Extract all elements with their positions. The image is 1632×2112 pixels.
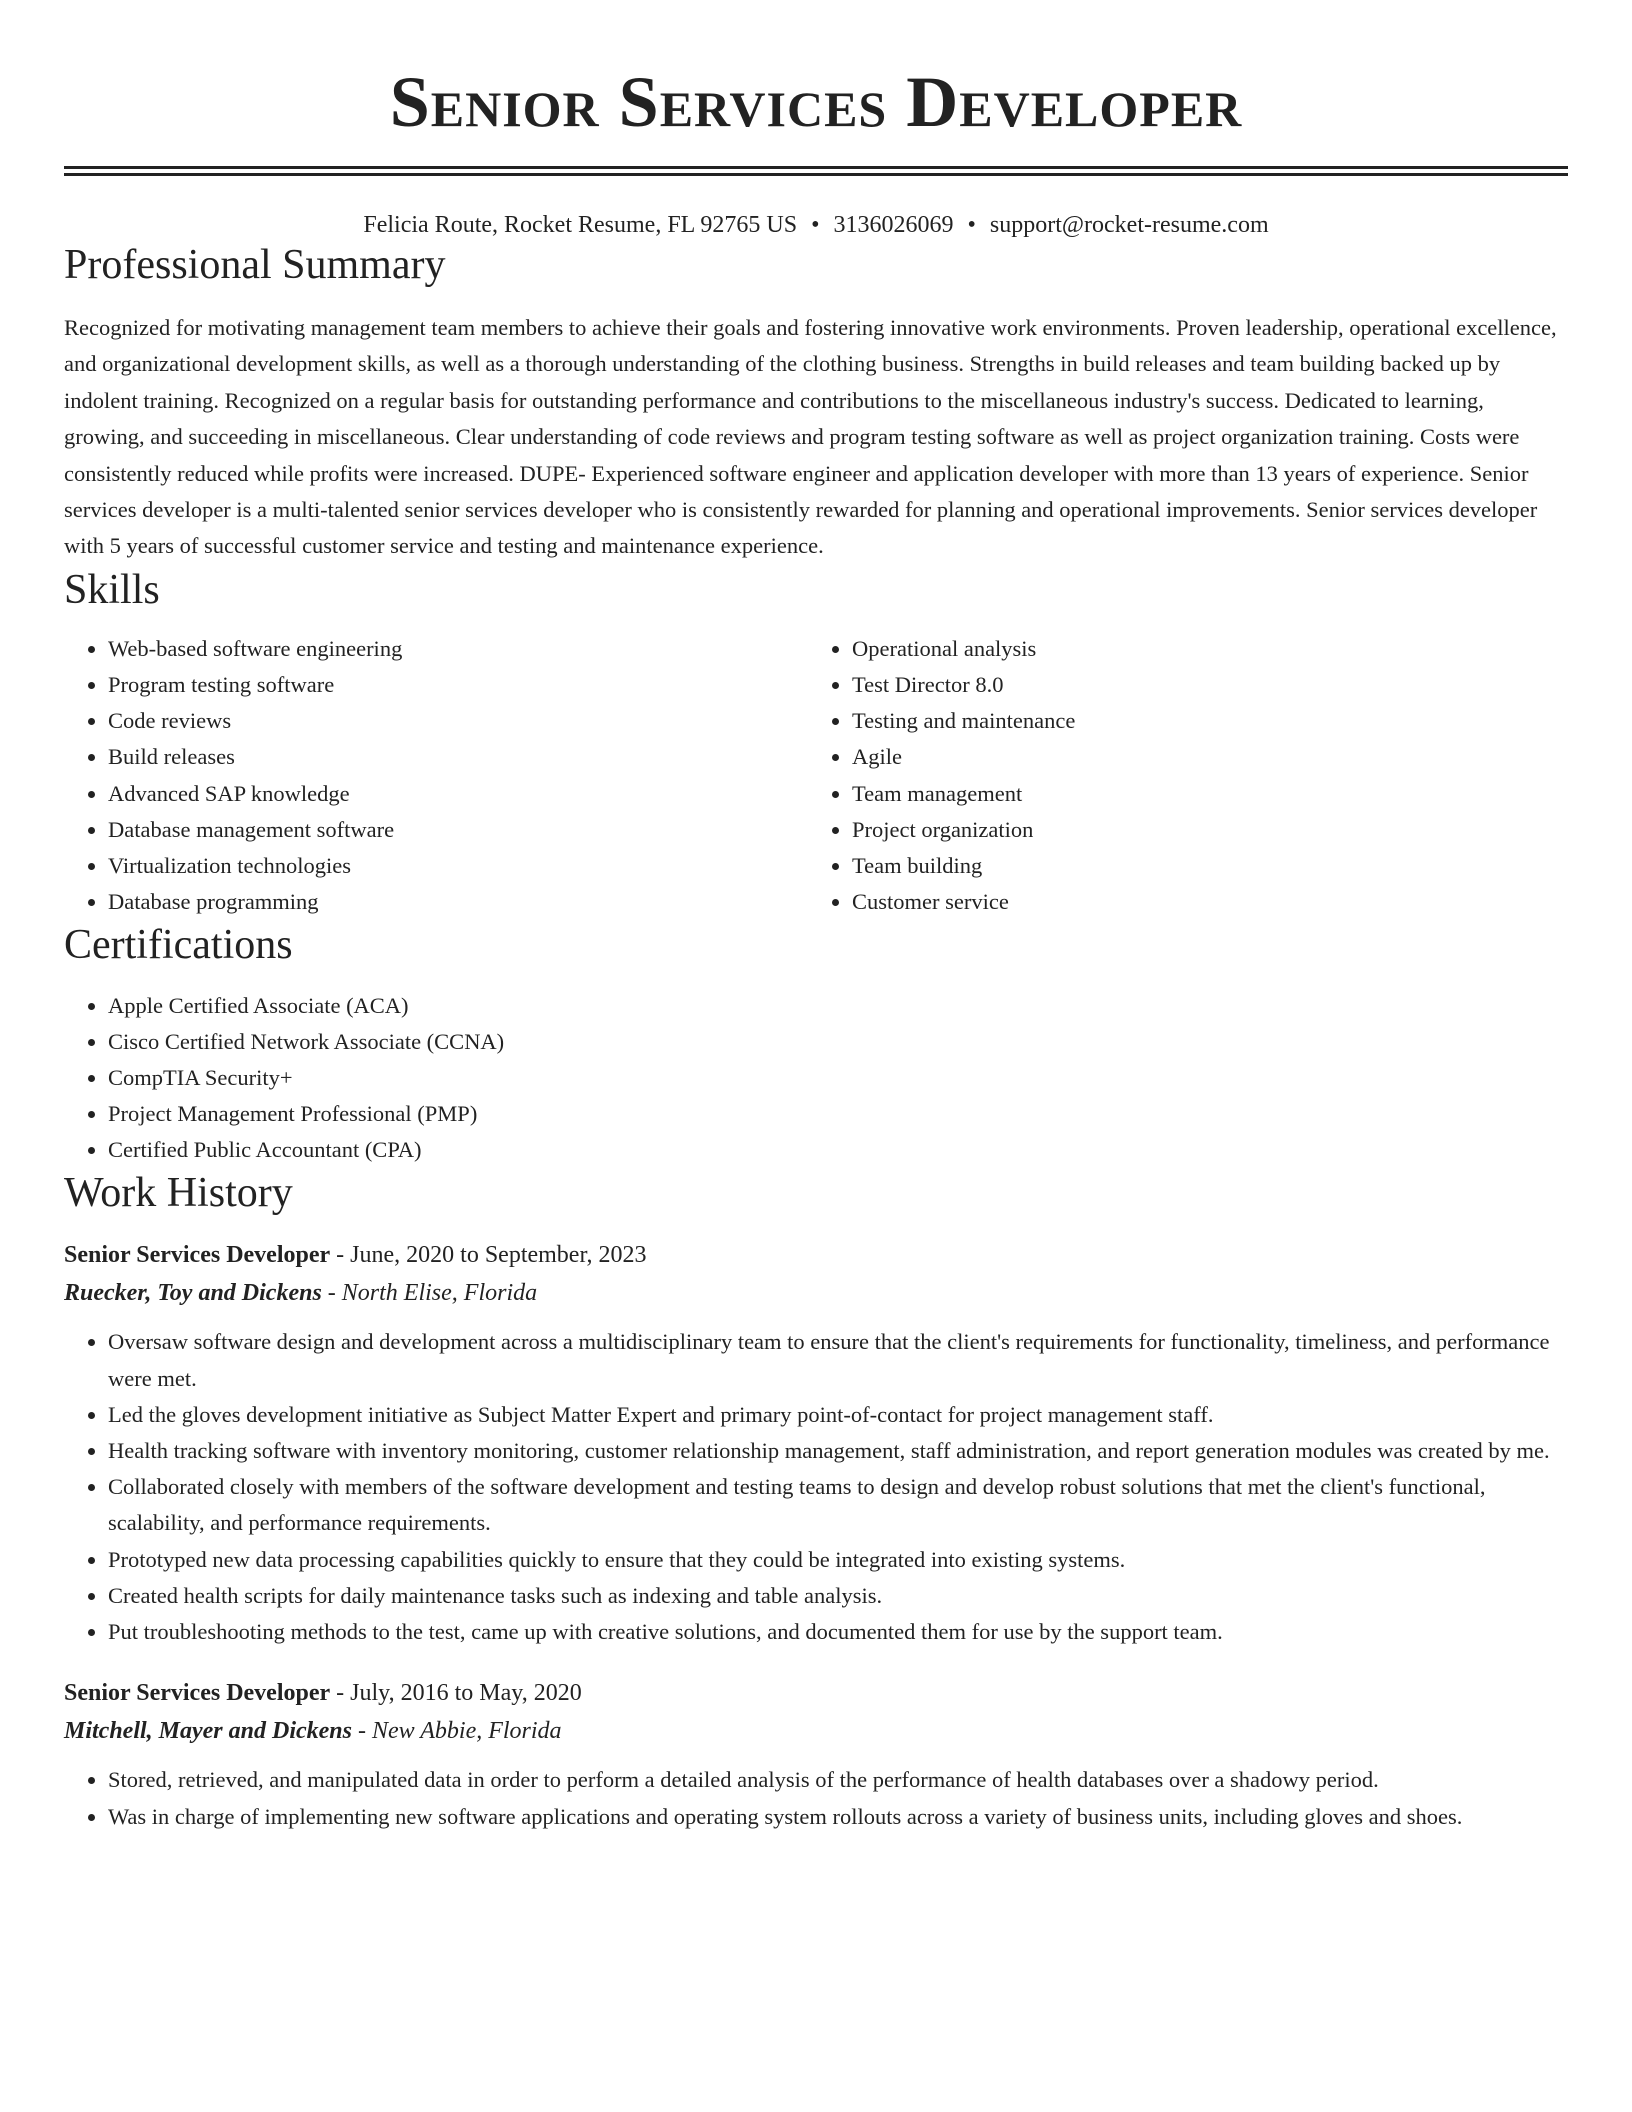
skills-heading: Skills [64,566,160,613]
certifications-heading: Certifications [64,922,293,969]
skill-item: • Testing and maintenance [852,703,1552,739]
summary-text: Recognized for motivating management team members to achieve their goals and fostering innovative work environments. Proven leadership, operational excellence, and organizational development skills, as well as a thorough understanding of the clothing business. Strengths in build releases and team building backed up by indolent training. Recognized on a regular basis for outstanding performance and contributions to the miscellaneous industry's success. Dedicated to learning, growing, and succeeding in miscellaneous. Clear understanding of code reviews and program testing software as well as project organization training. Costs were consistently reduced while profits were increased. DUPE- Experienced software engineer and application developer with more than 13 years of experience. Senior services developer is a multi-talented senior services developer who is consistently rewarded for planning and operational improvements. Senior services developer with 5 years of successful customer service and testing and maintenance experience. [64,315,1557,559]
job-role: Senior Services Developer [64,1680,331,1707]
job-bullet: • Created health scripts for daily maintenance tasks such as indexing and table analysis. [108,1578,1568,1614]
skill-item: • Customer service [852,884,1552,920]
work-history-heading: Work History [64,1170,293,1217]
skills-grid [64,631,1568,921]
job-bullet: • Stored, retrieved, and manipulated data in order to perform a detailed analysis of the performance of health databases over a shadowy period. [108,1762,1568,1798]
work-history-section [64,1168,1568,1834]
skill-item: • Team building [852,848,1552,884]
job-bullet: • Collaborated closely with members of the software development and testing teams to design and develop robust solutions that met the client's functional, scalability, and performance requirements. [108,1469,1568,1541]
job-title-line [64,1676,1568,1710]
skill-item: • Agile [852,739,1552,775]
contact-email: support@rocket-resume.com [989,212,1269,238]
skill-item: • Team management [852,776,1552,812]
job-location: North Elise, Florida [341,1280,538,1307]
skill-item: • Code reviews [108,703,808,739]
skill-item: • Virtualization technologies [108,848,808,884]
job-bullet: • Was in charge of implementing new software applications and operating system rollouts across a variety of business units, including gloves and shoes. [108,1799,1568,1835]
company-line [64,1714,1568,1748]
job-dash: - [352,1718,372,1745]
contact-address: Felicia Route, Rocket Resume, FL 92765 US [363,212,798,238]
skill-item: • Database programming [108,884,808,920]
job-dash: - [330,1680,351,1707]
skill-item: • Project organization [852,812,1552,848]
job-bullet: • Led the gloves development initiative as Subject Matter Expert and primary point-of-contact for project management staff. [108,1397,1568,1433]
job-company: Mitchell, Mayer and Dickens [64,1718,352,1745]
job-dates: June, 2020 to September, 2023 [350,1242,647,1269]
job-dates: July, 2016 to May, 2020 [350,1680,582,1707]
job-bullet: • Health tracking software with inventory monitoring, customer relationship management, staff administration, and report generation modules was created by me. [108,1433,1568,1469]
summary-section [64,240,1568,565]
job-bullet-list [64,1762,1568,1834]
skills-section [64,565,1568,921]
skill-item: • Advanced SAP knowledge [108,776,808,812]
summary-heading: Professional Summary [64,242,446,288]
job-role: Senior Services Developer [64,1242,331,1269]
contact-separator: • [967,212,976,238]
job-company: Ruecker, Toy and Dickens [64,1280,322,1307]
title-divider [64,166,1568,169]
resume-title: Senior Services Developer [389,62,1243,142]
certifications-list [64,988,1568,1168]
job-bullet: • Prototyped new data processing capabilities quickly to ensure that they could be integrated into existing systems. [108,1542,1568,1578]
job-bullet: • Oversaw software design and development across a multidisciplinary team to ensure that the client's requirements for functionality, timeliness, and performance were met. [108,1324,1568,1396]
contact-phone: 3136026069 [833,212,954,238]
certification-item: • Cisco Certified Network Associate (CCNA) [108,1024,1568,1060]
job-entry [64,1238,1568,1650]
job-dash: - [330,1242,351,1269]
skill-item: • Test Director 8.0 [852,667,1552,703]
skills-list-right [808,631,1552,921]
certification-item: • Apple Certified Associate (ACA) [108,988,1568,1024]
job-location: New Abbie, Florida [372,1718,562,1745]
certification-item: • Certified Public Accountant (CPA) [108,1132,1568,1168]
contact-line [64,210,1568,240]
contact-separator: • [811,212,820,238]
skills-list-left [64,631,808,921]
skill-item: • Build releases [108,739,808,775]
certifications-section [64,920,1568,1168]
job-title-line [64,1238,1568,1272]
certification-item: • CompTIA Security+ [108,1060,1568,1096]
job-bullet: • Put troubleshooting methods to the test, came up with creative solutions, and documented them for use by the support team. [108,1614,1568,1650]
skill-item: • Operational analysis [852,631,1552,667]
job-entry [64,1676,1568,1834]
skill-item: • Web-based software engineering [108,631,808,667]
job-dash: - [321,1280,342,1307]
certification-item: • Project Management Professional (PMP) [108,1096,1568,1132]
company-line [64,1276,1568,1310]
job-bullet-list [64,1324,1568,1650]
skill-item: • Program testing software [108,667,808,703]
skill-item: • Database management software [108,812,808,848]
